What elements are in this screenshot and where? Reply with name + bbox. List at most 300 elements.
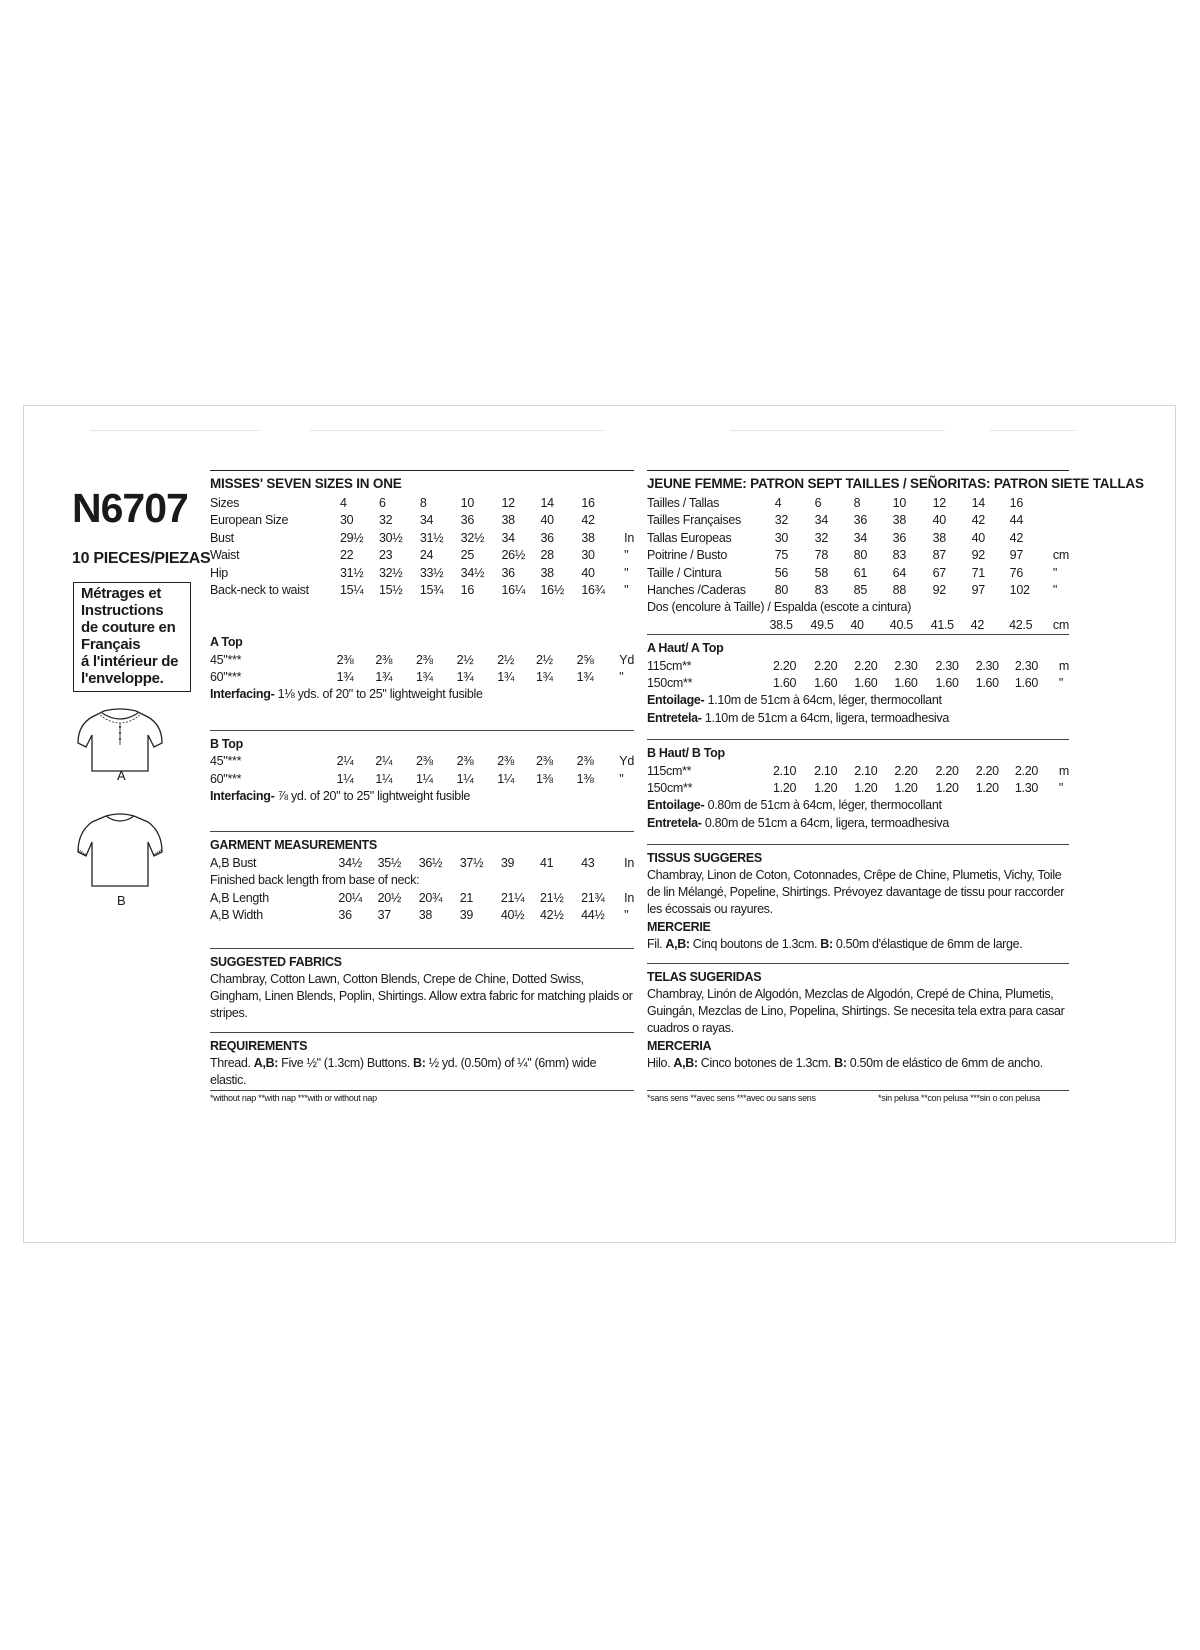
- value-cell: 29½: [339, 530, 364, 545]
- row-label: 45"***: [210, 652, 242, 667]
- b-top-title: B Top: [210, 736, 243, 751]
- value-cell: 2¼: [336, 754, 354, 769]
- merc-bold: A,B:: [673, 1056, 698, 1070]
- row-label: 45"***: [210, 754, 242, 769]
- table-row: [647, 512, 1069, 530]
- footnote-divider: [647, 1090, 1069, 1091]
- merc-text: Cinco botones de 1.3cm.: [697, 1056, 835, 1070]
- spacer-cell: [611, 907, 624, 925]
- merc-text: Fil.: [647, 937, 666, 951]
- value-cell: 42: [581, 513, 595, 528]
- footnote-divider: [210, 1090, 634, 1091]
- value-cell: 2½: [497, 652, 515, 667]
- value-cell: 75: [774, 548, 789, 563]
- value-cell: 40.5: [889, 618, 913, 633]
- size-chart: [210, 494, 634, 599]
- entoilage-text: 0.80m de 51cm à 64cm, léger, thermocollant: [704, 798, 942, 812]
- value-cell: 44: [1009, 513, 1023, 528]
- spanish-footnote: *sin pelusa **con pelusa ***sin o con pelusa: [878, 1093, 1040, 1103]
- garment-measurements-table: [210, 854, 634, 924]
- value-cell: 21: [459, 890, 474, 905]
- value-cell: 36½: [418, 855, 443, 870]
- value-cell: 16: [581, 495, 595, 510]
- unit-cell: ": [624, 908, 629, 923]
- divider: [647, 963, 1069, 964]
- value-cell: 1.60: [814, 676, 838, 691]
- table-row: [647, 564, 1069, 582]
- unit-cell: ": [624, 548, 629, 563]
- value-cell: 1.20: [894, 781, 918, 796]
- view-b-top-illustration: [74, 810, 166, 890]
- divider: [210, 1032, 634, 1033]
- row-label: Tallas Europeas: [647, 530, 732, 545]
- value-cell: 1.60: [935, 676, 959, 691]
- row-label: Poitrine / Busto: [647, 548, 727, 563]
- unit-cell: ": [624, 565, 629, 580]
- table-row: [210, 494, 634, 512]
- value-cell: 6: [378, 495, 386, 510]
- value-cell: 23: [378, 548, 393, 563]
- value-cell: 40: [540, 513, 554, 528]
- value-cell: 38: [892, 513, 906, 528]
- spacer-cell: [611, 854, 624, 872]
- a-top-yardage: [210, 651, 634, 686]
- value-cell: 2⅜: [375, 652, 393, 667]
- value-cell: 34½: [460, 565, 485, 580]
- spacer-cell: [1035, 547, 1053, 565]
- b-entretela: [647, 815, 1069, 833]
- unit-cell: m: [1058, 658, 1069, 673]
- value-cell: 6: [814, 495, 822, 510]
- spacer-cell: [1041, 675, 1059, 693]
- row-label: Hip: [210, 565, 228, 580]
- unit-cell: ": [1058, 781, 1064, 796]
- table-row: [210, 872, 634, 890]
- value-cell: 56: [774, 565, 789, 580]
- value-cell: 92: [971, 548, 985, 563]
- value-cell: 42: [1009, 530, 1023, 545]
- value-cell: 16: [1009, 495, 1023, 510]
- table-row: [210, 512, 634, 530]
- value-cell: 12: [932, 495, 946, 510]
- value-cell: 38: [418, 908, 432, 923]
- value-cell: 4: [774, 495, 782, 510]
- table-row: [210, 889, 634, 907]
- unit-cell: [1053, 529, 1069, 547]
- french-header: JEUNE FEMME: PATRON SEPT TAILLES / SEÑORITAS: PATRON SIETE TALLAS: [647, 470, 1069, 494]
- note-line: l'enveloppe.: [81, 670, 164, 687]
- divider: [210, 730, 634, 731]
- unit-cell: Yd: [619, 652, 634, 667]
- value-cell: 37: [377, 908, 391, 923]
- spacer-cell: [611, 889, 624, 907]
- value-cell: 24: [419, 548, 434, 563]
- english-footnote: *without nap **with nap ***with or without nap: [210, 1093, 377, 1103]
- value-cell: 32: [774, 513, 789, 528]
- value-cell: 36: [853, 513, 867, 528]
- value-cell: 16: [460, 583, 474, 598]
- spacer-cell: [647, 617, 770, 635]
- row-label: 115cm**: [647, 763, 692, 778]
- view-a-top-illustration: [74, 705, 166, 775]
- spacer-cell: [1041, 657, 1059, 675]
- value-cell: 58: [814, 565, 828, 580]
- unit-cell: In: [624, 890, 634, 905]
- value-cell: 15½: [378, 583, 403, 598]
- value-cell: 2⅜: [416, 652, 433, 667]
- value-cell: 20½: [377, 890, 402, 905]
- unit-cell: ": [624, 583, 629, 598]
- unit-cell: ": [1052, 583, 1058, 598]
- unit-cell: cm: [1052, 618, 1069, 633]
- value-cell: 34: [501, 530, 515, 545]
- value-cell: 42½: [540, 908, 564, 923]
- value-cell: 1⅜: [576, 771, 594, 786]
- value-cell: 38: [540, 565, 554, 580]
- french-instructions-note: [73, 582, 191, 692]
- value-cell: 71: [971, 565, 985, 580]
- row-label: Sizes: [210, 495, 240, 510]
- value-cell: 25: [460, 548, 474, 563]
- value-cell: 2.30: [894, 658, 918, 673]
- value-cell: 2.20: [894, 763, 918, 778]
- unit-cell: In: [624, 530, 634, 545]
- req-bold: B:: [413, 1056, 426, 1070]
- value-cell: 2.20: [773, 658, 797, 673]
- table-row: [210, 547, 634, 565]
- note-line: de couture en: [81, 619, 176, 636]
- requirements-text: [210, 1055, 634, 1089]
- divider: [647, 739, 1069, 740]
- dos-measurements: [647, 617, 1069, 635]
- value-cell: 28: [540, 548, 554, 563]
- spacer-cell: [611, 494, 624, 512]
- value-cell: 1.60: [894, 676, 918, 691]
- value-cell: 36: [460, 513, 474, 528]
- value-cell: 80: [774, 583, 789, 598]
- value-cell: 76: [1009, 565, 1023, 580]
- unit-cell: m: [1058, 763, 1069, 778]
- row-label: Bust: [210, 530, 234, 545]
- row-label: European Size: [210, 513, 289, 528]
- spacer-cell: [606, 651, 619, 669]
- table-row: [210, 753, 634, 771]
- interfacing-text: 1⅛ yds. of 20" to 25" lightweight fusible: [274, 687, 483, 701]
- value-cell: 16½: [540, 583, 564, 598]
- telas-title: TELAS SUGERIDAS: [647, 970, 762, 984]
- size-chart-metric: [647, 494, 1069, 599]
- value-cell: 2.30: [975, 658, 999, 673]
- value-cell: 14: [540, 495, 554, 510]
- unit-cell: Yd: [619, 754, 634, 769]
- value-cell: 36: [892, 530, 906, 545]
- value-cell: 38: [501, 513, 515, 528]
- table-row: [210, 854, 634, 872]
- value-cell: 4: [339, 495, 347, 510]
- value-cell: 14: [971, 495, 985, 510]
- req-bold: A,B:: [253, 1056, 279, 1070]
- value-cell: 2.20: [854, 658, 878, 673]
- value-cell: 2⅜: [536, 754, 553, 769]
- a-entoilage: [647, 692, 1069, 710]
- note-line: Instructions: [81, 602, 164, 619]
- value-cell: 1.20: [935, 781, 959, 796]
- view-a-label: A: [117, 768, 126, 783]
- table-row: [210, 582, 634, 600]
- note-line: Métrages et: [81, 585, 162, 602]
- top-divider: [730, 430, 945, 431]
- value-cell: 8: [853, 495, 861, 510]
- value-cell: 2.20: [935, 763, 959, 778]
- spacer-cell: [1041, 762, 1059, 780]
- french-spanish-column: [647, 470, 1144, 1072]
- value-cell: 2.30: [1014, 658, 1039, 673]
- entretela-label: Entretela-: [647, 815, 702, 830]
- row-label: 150cm**: [647, 676, 693, 691]
- merc-text: 0.50m de elástico de 6mm de ancho.: [846, 1056, 1043, 1070]
- note-line: Français: [81, 636, 141, 653]
- spacer-cell: [1035, 564, 1053, 582]
- divider: [647, 844, 1069, 845]
- row-label: A,B Length: [210, 890, 269, 905]
- spacer-cell: [611, 582, 624, 600]
- english-header: MISSES' SEVEN SIZES IN ONE: [210, 470, 634, 494]
- unit-cell: ": [1058, 676, 1064, 691]
- spacer-cell: [1035, 582, 1053, 600]
- value-cell: 40: [850, 618, 864, 633]
- merc-bold: B:: [820, 937, 833, 951]
- row-label: 115cm**: [647, 658, 692, 673]
- value-cell: 64: [892, 565, 906, 580]
- value-cell: 61: [853, 565, 867, 580]
- merc-text: 0.50m d'élastique de 6mm de large.: [832, 937, 1023, 951]
- divider: [210, 831, 634, 832]
- value-cell: 1¼: [375, 771, 393, 786]
- unit-cell: ": [619, 771, 624, 786]
- value-cell: 2⅜: [416, 754, 433, 769]
- value-cell: 38.5: [769, 618, 793, 633]
- value-cell: 85: [853, 583, 867, 598]
- spacer-cell: [611, 564, 624, 582]
- value-cell: 1¼: [336, 771, 354, 786]
- b-top-yardage: [210, 753, 634, 788]
- value-cell: 31½: [419, 530, 444, 545]
- divider: [210, 948, 634, 949]
- value-cell: 10: [892, 495, 906, 510]
- table-row: [210, 907, 634, 925]
- value-cell: 20¼: [338, 890, 362, 905]
- value-cell: 42: [970, 618, 984, 633]
- value-cell: 2⅜: [497, 754, 515, 769]
- value-cell: 12: [501, 495, 515, 510]
- value-cell: 83: [814, 583, 828, 598]
- value-cell: 32: [378, 513, 393, 528]
- table-row: [210, 529, 634, 547]
- row-label: Waist: [210, 548, 240, 563]
- value-cell: 34: [853, 530, 867, 545]
- unit-cell: [624, 512, 634, 530]
- telas-text: Chambray, Linón de Algodón, Mezclas de Algodón, Crepé de China, Plumetis, Guingán, Mezclas de Lino, Popelina, Shirtings. Se necesita tela extra para casar cuadros o rayas.: [647, 987, 1065, 1035]
- row-label: 60"***: [210, 771, 242, 786]
- value-cell: 83: [892, 548, 906, 563]
- spacer-cell: [611, 512, 624, 530]
- value-cell: 30: [339, 513, 354, 528]
- value-cell: 2.20: [975, 763, 999, 778]
- entretela-text: 0.80m de 51cm a 64cm, ligera, termoadhesiva: [701, 815, 950, 830]
- value-cell: 26½: [501, 548, 525, 563]
- req-text: ½ yd. (0.50m) of ¼" (6mm) wide elastic.: [210, 1056, 597, 1087]
- value-cell: 1¼: [497, 771, 515, 786]
- req-text: Five ½" (1.3cm) Buttons.: [278, 1056, 414, 1070]
- value-cell: 39: [500, 855, 515, 870]
- value-cell: 1.20: [854, 781, 878, 796]
- table-row: [647, 617, 1069, 635]
- english-column: [210, 470, 634, 1089]
- tissus-text: Chambray, Linon de Coton, Cotonnades, Crêpe de Chine, Plumetis, Vichy, Toile de lin Mélangé, Popeline, Shirtings. Prévoyez davantage de tissu pour raccorder les écossais ou rayures.: [647, 868, 1065, 916]
- value-cell: 21½: [540, 890, 564, 905]
- value-cell: 1.20: [975, 781, 999, 796]
- value-cell: 97: [971, 583, 985, 598]
- spacer-cell: [611, 529, 624, 547]
- value-cell: 1¾: [375, 670, 393, 685]
- table-row: [210, 770, 634, 788]
- value-cell: 21¼: [500, 890, 525, 905]
- divider: [647, 634, 1069, 635]
- row-label: Back-neck to waist: [210, 583, 309, 598]
- merc-bold: A,B:: [665, 937, 690, 951]
- b-haut-title: B Haut/ B Top: [647, 746, 725, 760]
- value-cell: 1.60: [975, 676, 999, 691]
- merc-text: Hilo.: [647, 1056, 674, 1070]
- value-cell: 1.20: [814, 781, 838, 796]
- value-cell: 1¾: [416, 670, 433, 685]
- value-cell: 102: [1009, 583, 1030, 598]
- value-cell: 32: [814, 530, 828, 545]
- value-cell: 1.30: [1014, 781, 1039, 796]
- value-cell: 10: [460, 495, 474, 510]
- value-cell: 40: [971, 530, 985, 545]
- spacer-cell: [611, 547, 624, 565]
- entoilage-text: 1.10m de 51cm à 64cm, léger, thermocollant: [704, 693, 942, 707]
- b-entoilage: [647, 797, 1069, 815]
- value-cell: 97: [1009, 548, 1023, 563]
- value-cell: 15¾: [419, 583, 444, 598]
- table-row: [647, 780, 1069, 798]
- value-cell: 87: [932, 548, 946, 563]
- value-cell: 2¼: [375, 754, 393, 769]
- spacer-cell: [1035, 494, 1053, 512]
- finished-length-note: Finished back length from base of neck:: [210, 873, 420, 888]
- row-label: Taille / Cintura: [647, 565, 722, 580]
- value-cell: 1¼: [416, 771, 433, 786]
- view-b-label: B: [117, 893, 126, 908]
- value-cell: 43: [581, 855, 595, 870]
- table-row: [210, 669, 634, 687]
- interfacing-label: Interfacing-: [210, 788, 275, 803]
- top-divider: [310, 430, 605, 431]
- req-text: Thread.: [210, 1056, 254, 1070]
- value-cell: 2⅜: [456, 754, 474, 769]
- value-cell: 40½: [500, 908, 525, 923]
- garment-measurements-title: GARMENT MEASUREMENTS: [210, 838, 377, 852]
- suggested-fabrics-text: Chambray, Cotton Lawn, Cotton Blends, Crepe de Chine, Dotted Swiss, Gingham, Linen Blends, Poplin, Shirtings. Allow extra fabric for matching plaids or stripes.: [210, 972, 633, 1020]
- a-haut-title: A Haut/ A Top: [647, 641, 724, 655]
- value-cell: 88: [892, 583, 906, 598]
- entretela-label: Entretela-: [647, 710, 702, 725]
- top-divider: [90, 430, 260, 431]
- dos-label: Dos (encolure à Taille) / Espalda (escote a cintura): [647, 600, 912, 614]
- pieces-count: 10 PIECES/PIEZAS: [72, 550, 211, 567]
- value-cell: 44½: [581, 908, 605, 923]
- value-cell: 1.60: [854, 676, 878, 691]
- unit-cell: cm: [1052, 548, 1069, 563]
- unit-cell: [1053, 512, 1069, 530]
- value-cell: 37½: [459, 855, 484, 870]
- value-cell: 2⅜: [336, 652, 354, 667]
- merc-bold: B:: [834, 1056, 847, 1070]
- value-cell: 2½: [536, 652, 553, 667]
- mercerie-text: [647, 936, 1069, 953]
- value-cell: 92: [932, 583, 946, 598]
- pattern-number: N6707: [72, 485, 188, 531]
- note-line: á l'intérieur de: [81, 653, 179, 670]
- value-cell: 31½: [339, 565, 364, 580]
- value-cell: 15¼: [339, 583, 364, 598]
- unit-cell: [1053, 494, 1069, 512]
- value-cell: 22: [339, 548, 354, 563]
- value-cell: 32½: [378, 565, 403, 580]
- unit-cell: ": [1052, 565, 1058, 580]
- requirements-title: REQUIREMENTS: [210, 1039, 308, 1053]
- table-row: [647, 582, 1069, 600]
- value-cell: 40: [932, 513, 946, 528]
- spacer-cell: [1035, 512, 1053, 530]
- a-interfacing: [210, 686, 634, 704]
- value-cell: 34½: [338, 855, 362, 870]
- value-cell: 2.20: [814, 658, 838, 673]
- value-cell: 2⅝: [576, 652, 594, 667]
- row-label: Tailles Françaises: [647, 513, 741, 528]
- row-label: 150cm**: [647, 781, 693, 796]
- spacer-cell: [1041, 780, 1059, 798]
- suggested-fabrics-title: SUGGESTED FABRICS: [210, 955, 342, 969]
- unit-cell: ": [619, 670, 624, 685]
- value-cell: 32½: [460, 530, 485, 545]
- unit-cell: In: [624, 855, 634, 870]
- interfacing-text: ⅞ yd. of 20" to 25" lightweight fusible: [274, 788, 471, 803]
- unit-cell: [624, 494, 634, 512]
- value-cell: 36: [338, 908, 352, 923]
- value-cell: 2.10: [854, 763, 878, 778]
- spacer-cell: [606, 770, 619, 788]
- value-cell: 36: [501, 565, 515, 580]
- spacer-cell: [606, 753, 619, 771]
- interfacing-label: Interfacing-: [210, 687, 275, 701]
- mercerie-title: MERCERIE: [647, 920, 711, 934]
- value-cell: 42: [971, 513, 985, 528]
- value-cell: 67: [932, 565, 946, 580]
- value-cell: 34: [814, 513, 828, 528]
- table-row: [647, 529, 1069, 547]
- table-row: [210, 651, 634, 669]
- table-row: [647, 494, 1069, 512]
- spacer-cell: [1035, 617, 1053, 635]
- value-cell: 1¼: [456, 771, 474, 786]
- value-cell: 39: [459, 908, 474, 923]
- value-cell: 1¾: [576, 670, 594, 685]
- entoilage-label: Entoilage-: [647, 798, 705, 812]
- table-row: [647, 762, 1069, 780]
